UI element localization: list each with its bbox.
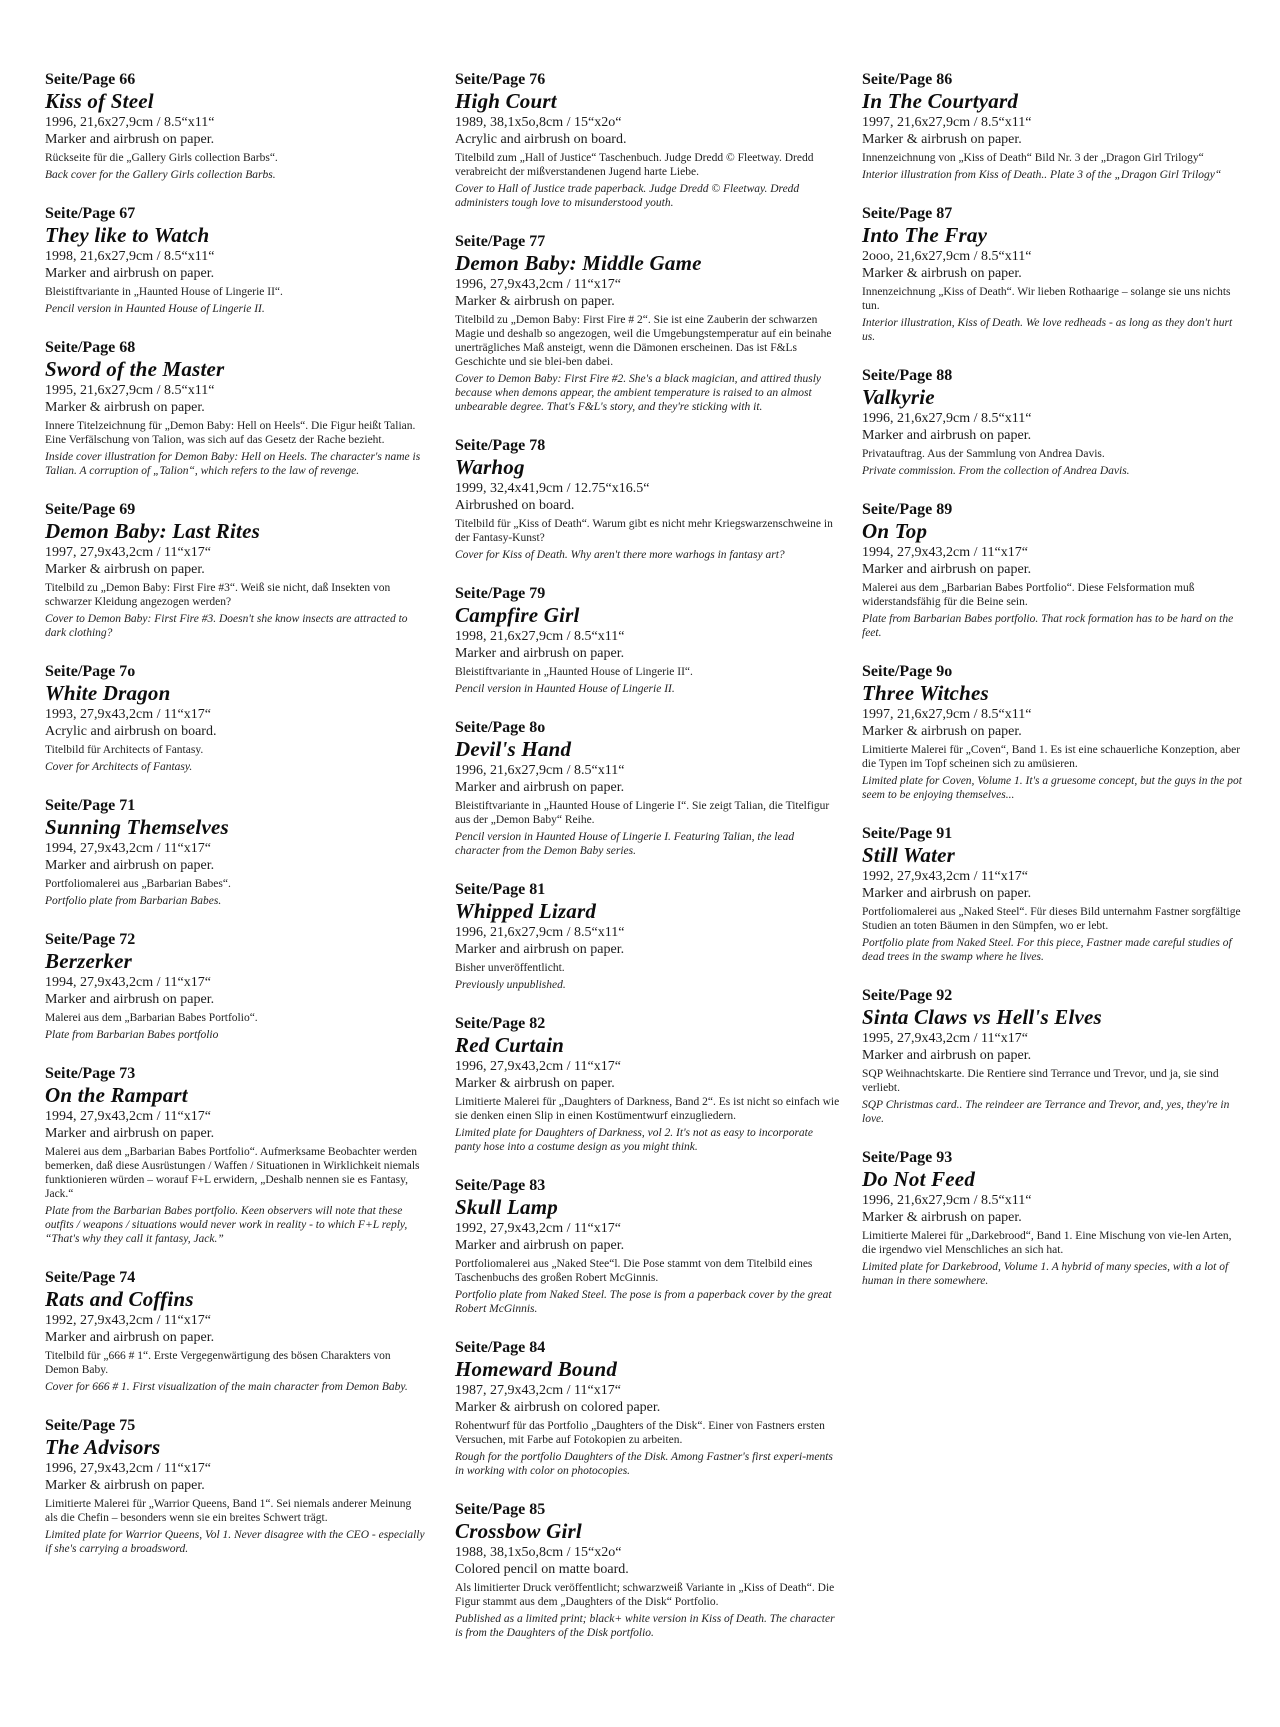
artwork-title: Berzerker bbox=[45, 949, 132, 973]
column-middle bbox=[455, 70, 840, 1662]
artwork-dimensions: 1994, 27,9x43,2cm / 11“x17“ bbox=[862, 545, 1028, 560]
description-german: Privatauftrag. Aus der Sammlung von Andrea Davis. bbox=[862, 448, 1105, 460]
artwork-medium: Marker & airbrush on paper. bbox=[45, 562, 205, 577]
artwork-dimensions: 1998, 21,6x27,9cm / 8.5“x11“ bbox=[455, 629, 625, 644]
artwork-title: The Advisors bbox=[45, 1435, 161, 1459]
artwork-medium: Marker and airbrush on paper. bbox=[862, 428, 1032, 443]
artwork-medium: Marker & airbrush on paper. bbox=[862, 266, 1022, 281]
page-number: Seite/Page 72 bbox=[45, 931, 136, 948]
artwork-title: On Top bbox=[862, 519, 928, 543]
artwork-medium: Marker and airbrush on paper. bbox=[455, 1238, 625, 1253]
description-english: Published as a limited print; black+ white version in Kiss of Death. The character is from the Daughters of the Disk portfolio. bbox=[455, 1613, 835, 1639]
catalog-entry bbox=[45, 338, 425, 478]
artwork-medium: Marker and airbrush on paper. bbox=[45, 1126, 215, 1141]
description-english: Limited plate for Darkebrood, Volume 1. A hybrid of many species, with a lot of human in there somewhere. bbox=[862, 1261, 1229, 1287]
description-german: Portfoliomalerei aus „Naked Stee“l. Die Pose stammt von dem Titelbild eines Taschenbuchs des großen Robert McGinnis. bbox=[455, 1258, 813, 1284]
description-english: Portfolio plate from Naked Steel. For this piece, Fastner made careful studies of dead trees in the swamp where he lives. bbox=[862, 937, 1232, 963]
catalog-entry bbox=[45, 930, 425, 1042]
description-german: Innere Titelzeichnung für „Demon Baby: Hell on Heels“. Die Figur heißt Talian. Eine Verfälschung von Talion, was sich auf das Gesetz der Rache bezieht. bbox=[45, 420, 416, 446]
artwork-medium: Marker & airbrush on paper. bbox=[455, 1076, 615, 1091]
artwork-medium: Colored pencil on matte board. bbox=[455, 1562, 629, 1577]
description-german: Limitierte Malerei für „Daughters of Darkness, Band 2“. Es ist nicht so einfach wie sie denken einen Slip in einen Kostümentwurf einzugliedern. bbox=[455, 1096, 840, 1122]
description-german: Bleistiftvariante in „Haunted House of Lingerie I“. Sie zeigt Talian, die Titelfigur aus der „Demon Baby“ Reihe. bbox=[455, 800, 830, 826]
artwork-title: Sword of the Master bbox=[45, 357, 225, 381]
catalog-entry bbox=[45, 662, 425, 774]
page-number: Seite/Page 76 bbox=[455, 71, 546, 88]
catalog-entry bbox=[455, 1500, 840, 1640]
description-german: Titelbild zu „Demon Baby: First Fire #3“. Weiß sie nicht, daß Insekten von schwarzer Kleidung angezogen werden? bbox=[45, 582, 391, 608]
description-english: Plate from Barbarian Babes portfolio bbox=[45, 1029, 219, 1041]
page-number: Seite/Page 88 bbox=[862, 367, 953, 384]
catalog-entry bbox=[862, 986, 1247, 1126]
artwork-dimensions: 1996, 21,6x27,9cm / 8.5“x11“ bbox=[455, 925, 625, 940]
artwork-medium: Airbrushed on board. bbox=[455, 498, 575, 513]
column-right bbox=[862, 70, 1247, 1310]
catalog-entry bbox=[862, 1148, 1247, 1288]
artwork-medium: Marker & airbrush on paper. bbox=[45, 1478, 205, 1493]
catalog-entry bbox=[45, 1064, 425, 1246]
artwork-medium: Marker and airbrush on paper. bbox=[45, 266, 215, 281]
artwork-medium: Marker and airbrush on paper. bbox=[455, 646, 625, 661]
description-english: Private commission. From the collection of Andrea Davis. bbox=[862, 465, 1130, 477]
artwork-dimensions: 1987, 27,9x43,2cm / 11“x17“ bbox=[455, 1383, 621, 1398]
description-english: Cover for Kiss of Death. Why aren't there more warhogs in fantasy art? bbox=[455, 549, 785, 561]
description-english: Cover to Demon Baby: First Fire #3. Doesn't she know insects are attracted to dark clothing? bbox=[45, 613, 408, 639]
catalog-entry bbox=[455, 232, 840, 414]
artwork-dimensions: 2ooo, 21,6x27,9cm / 8.5“x11“ bbox=[862, 249, 1032, 264]
artwork-dimensions: 1999, 32,4x41,9cm / 12.75“x16.5“ bbox=[455, 481, 650, 496]
description-english: Cover to Demon Baby: First Fire #2. She's a black magician, and attired thusly because when demons appear, the ambient temperature is raised to an almost unbearable degree. That's F&L's story, and they're sticking with it. bbox=[455, 373, 822, 413]
artwork-dimensions: 1992, 27,9x43,2cm / 11“x17“ bbox=[45, 1313, 211, 1328]
artwork-medium: Marker and airbrush on paper. bbox=[862, 886, 1032, 901]
page-number: Seite/Page 91 bbox=[862, 825, 953, 842]
artwork-medium: Marker and airbrush on paper. bbox=[862, 562, 1032, 577]
artwork-medium: Marker and airbrush on paper. bbox=[45, 858, 215, 873]
catalog-entry bbox=[455, 70, 840, 210]
artwork-medium: Marker and airbrush on paper. bbox=[455, 942, 625, 957]
catalog-entry bbox=[455, 880, 840, 992]
page-number: Seite/Page 9o bbox=[862, 663, 953, 680]
catalog-entry bbox=[45, 1268, 425, 1394]
artwork-dimensions: 1997, 21,6x27,9cm / 8.5“x11“ bbox=[862, 707, 1032, 722]
artwork-title: Demon Baby: Middle Game bbox=[455, 251, 702, 275]
catalog-entry bbox=[455, 1338, 840, 1478]
catalog-entry bbox=[862, 366, 1247, 478]
description-german: Bisher unveröffentlicht. bbox=[455, 962, 565, 974]
artwork-medium: Marker and airbrush on paper. bbox=[862, 1048, 1032, 1063]
artwork-title: Skull Lamp bbox=[455, 1195, 558, 1219]
artwork-dimensions: 1995, 27,9x43,2cm / 11“x17“ bbox=[862, 1031, 1028, 1046]
artwork-medium: Marker and airbrush on paper. bbox=[45, 992, 215, 1007]
page-number: Seite/Page 74 bbox=[45, 1269, 136, 1286]
description-english: Back cover for the Gallery Girls collection Barbs. bbox=[45, 169, 276, 181]
artwork-dimensions: 1989, 38,1x5o,8cm / 15“x2o“ bbox=[455, 115, 622, 130]
artwork-dimensions: 1988, 38,1x5o,8cm / 15“x2o“ bbox=[455, 1545, 622, 1560]
description-english: Limited plate for Warrior Queens, Vol 1. Never disagree with the CEO - especially if she's carrying a broadsword. bbox=[45, 1529, 425, 1555]
catalog-entry bbox=[455, 1176, 840, 1316]
page-number: Seite/Page 69 bbox=[45, 501, 136, 518]
page-number: Seite/Page 85 bbox=[455, 1501, 546, 1518]
artwork-title: Sunning Themselves bbox=[45, 815, 229, 839]
description-german: Titelbild zum „Hall of Justice“ Taschenbuch. Judge Dredd © Fleetway. Dredd verabreicht der mißverstandenen Jugend harte Liebe. bbox=[455, 152, 814, 178]
page-number: Seite/Page 83 bbox=[455, 1177, 546, 1194]
description-english: Pencil version in Haunted House of Lingerie II. bbox=[45, 303, 265, 315]
artwork-dimensions: 1994, 27,9x43,2cm / 11“x17“ bbox=[45, 1109, 211, 1124]
artwork-dimensions: 1996, 21,6x27,9cm / 8.5“x11“ bbox=[862, 1193, 1032, 1208]
artwork-dimensions: 1996, 21,6x27,9cm / 8.5“x11“ bbox=[455, 763, 625, 778]
page-number: Seite/Page 87 bbox=[862, 205, 953, 222]
description-english: Inside cover illustration for Demon Baby: Hell on Heels. The character's name is Talian. A corruption of „Talion“, which refers to the law of revenge. bbox=[45, 451, 421, 477]
catalog-entry bbox=[862, 500, 1247, 640]
page-number: Seite/Page 68 bbox=[45, 339, 136, 356]
catalog-entry bbox=[45, 1416, 425, 1556]
page-number: Seite/Page 82 bbox=[455, 1015, 546, 1032]
artwork-title: Crossbow Girl bbox=[455, 1519, 582, 1543]
description-english: Plate from Barbarian Babes portfolio. That rock formation has to be hard on the feet. bbox=[862, 613, 1234, 639]
catalog-entry bbox=[45, 70, 425, 182]
catalog-entry bbox=[862, 824, 1247, 964]
artwork-dimensions: 1994, 27,9x43,2cm / 11“x17“ bbox=[45, 841, 211, 856]
page-number: Seite/Page 79 bbox=[455, 585, 546, 602]
page-number: Seite/Page 93 bbox=[862, 1149, 953, 1166]
artwork-title: White Dragon bbox=[45, 681, 171, 705]
description-english: Cover for 666 # 1. First visualization of the main character from Demon Baby. bbox=[45, 1381, 408, 1393]
description-english: Interior illustration, Kiss of Death. We love redheads - as long as they don't hurt us. bbox=[862, 317, 1233, 343]
artwork-dimensions: 1992, 27,9x43,2cm / 11“x17“ bbox=[862, 869, 1028, 884]
description-german: Bleistiftvariante in „Haunted House of Lingerie II“. bbox=[45, 286, 283, 298]
artwork-dimensions: 1993, 27,9x43,2cm / 11“x17“ bbox=[45, 707, 211, 722]
artwork-dimensions: 1996, 27,9x43,2cm / 11“x17“ bbox=[455, 1059, 621, 1074]
artwork-dimensions: 1995, 21,6x27,9cm / 8.5“x11“ bbox=[45, 383, 215, 398]
description-english: Pencil version in Haunted House of Lingerie II. bbox=[455, 683, 675, 695]
artwork-medium: Marker & airbrush on paper. bbox=[455, 294, 615, 309]
artwork-medium: Acrylic and airbrush on board. bbox=[455, 132, 627, 147]
artwork-dimensions: 1997, 27,9x43,2cm / 11“x17“ bbox=[45, 545, 211, 560]
artwork-title: Rats and Coffins bbox=[45, 1287, 194, 1311]
description-german: Limitierte Malerei für „Coven“, Band 1. Es ist eine schauerliche Konzeption, aber die Typen im Topf scheinen sich zu amüsieren. bbox=[862, 744, 1241, 770]
description-english: Interior illustration from Kiss of Death.. Plate 3 of the „Dragon Girl Trilogy“ bbox=[862, 169, 1222, 181]
description-german: Als limitierter Druck veröffentlicht; schwarzweiß Variante in „Kiss of Death“. Die Figur stammt aus dem „Daughters of the Disk“ Portfolio. bbox=[455, 1582, 835, 1608]
artwork-medium: Marker & airbrush on paper. bbox=[862, 1210, 1022, 1225]
description-german: SQP Weihnachtskarte. Die Rentiere sind Terrance und Trevor, und ja, sie sind verliebt. bbox=[862, 1068, 1219, 1094]
description-english: Rough for the portfolio Daughters of the Disk. Among Fastner's first experi-ments in working with color on photocopies. bbox=[455, 1451, 833, 1477]
artwork-medium: Marker and airbrush on paper. bbox=[45, 132, 215, 147]
artwork-medium: Marker & airbrush on paper. bbox=[862, 724, 1022, 739]
artwork-title: Devil's Hand bbox=[455, 737, 572, 761]
column-left bbox=[45, 70, 425, 1578]
artwork-title: Demon Baby: Last Rites bbox=[45, 519, 260, 543]
description-english: Plate from the Barbarian Babes portfolio. Keen observers will note that these outfits / weapons / situations would never work in reality - to which F+L reply, “That's why they call it fantasy, Jack.” bbox=[45, 1205, 408, 1245]
description-german: Limitierte Malerei für „Darkebrood“, Band 1. Eine Mischung von vie-len Arten, die irgendwo viel Menschliches an sich hat. bbox=[862, 1230, 1232, 1256]
description-english: Pencil version in Haunted House of Lingerie I. Featuring Talian, the lead character from the Demon Baby series. bbox=[455, 831, 795, 857]
description-english: Limited plate for Coven, Volume 1. It's a gruesome concept, but the guys in the pot seem to be enjoying themselves... bbox=[862, 775, 1242, 801]
description-english: Cover for Architects of Fantasy. bbox=[45, 761, 193, 773]
page-number: Seite/Page 8o bbox=[455, 719, 546, 736]
catalog-entry bbox=[862, 662, 1247, 802]
description-german: Bleistiftvariante in „Haunted House of Lingerie II“. bbox=[455, 666, 693, 678]
artwork-medium: Marker & airbrush on paper. bbox=[862, 132, 1022, 147]
description-english: SQP Christmas card.. The reindeer are Terrance and Trevor, and, yes, they're in love. bbox=[862, 1099, 1230, 1125]
description-english: Previously unpublished. bbox=[455, 979, 566, 991]
page-number: Seite/Page 66 bbox=[45, 71, 136, 88]
page-number: Seite/Page 86 bbox=[862, 71, 953, 88]
page-number: Seite/Page 84 bbox=[455, 1339, 546, 1356]
description-german: Limitierte Malerei für „Warrior Queens, Band 1“. Sei niemals anderer Meinung als die Chefin – besonders wenn sie ein breites Schwert trägt. bbox=[45, 1498, 412, 1524]
description-german: Rückseite für die „Gallery Girls collection Barbs“. bbox=[45, 152, 278, 164]
description-german: Portfoliomalerei aus „Barbarian Babes“. bbox=[45, 878, 231, 890]
artwork-medium: Marker and airbrush on paper. bbox=[45, 1330, 215, 1345]
description-german: Titelbild für Architects of Fantasy. bbox=[45, 744, 204, 756]
artwork-title: Kiss of Steel bbox=[45, 89, 154, 113]
artwork-title: Warhog bbox=[455, 455, 525, 479]
artwork-dimensions: 1994, 27,9x43,2cm / 11“x17“ bbox=[45, 975, 211, 990]
artwork-title: In The Courtyard bbox=[862, 89, 1019, 113]
description-english: Portfolio plate from Barbarian Babes. bbox=[45, 895, 222, 907]
page-number: Seite/Page 81 bbox=[455, 881, 546, 898]
artwork-title: High Court bbox=[455, 89, 557, 113]
page-number: Seite/Page 77 bbox=[455, 233, 546, 250]
catalog-entry bbox=[45, 796, 425, 908]
artwork-title: Whipped Lizard bbox=[455, 899, 597, 923]
catalog-entry bbox=[455, 1014, 840, 1154]
artwork-dimensions: 1992, 27,9x43,2cm / 11“x17“ bbox=[455, 1221, 621, 1236]
artwork-dimensions: 1998, 21,6x27,9cm / 8.5“x11“ bbox=[45, 249, 215, 264]
description-german: Innenzeichnung von „Kiss of Death“ Bild Nr. 3 der „Dragon Girl Trilogy“ bbox=[862, 152, 1204, 164]
page-number: Seite/Page 71 bbox=[45, 797, 136, 814]
artwork-medium: Marker & airbrush on colored paper. bbox=[455, 1400, 661, 1415]
description-english: Portfolio plate from Naked Steel. The pose is from a paperback cover by the great Robert McGinnis. bbox=[455, 1289, 832, 1315]
page-number: Seite/Page 78 bbox=[455, 437, 546, 454]
artwork-dimensions: 1996, 21,6x27,9cm / 8.5“x11“ bbox=[45, 115, 215, 130]
artwork-medium: Marker & airbrush on paper. bbox=[45, 400, 205, 415]
description-german: Titelbild für „Kiss of Death“. Warum gibt es nicht mehr Kriegswarzenschweine in der Fantasy-Kunst? bbox=[455, 518, 833, 544]
artwork-dimensions: 1997, 21,6x27,9cm / 8.5“x11“ bbox=[862, 115, 1032, 130]
artwork-medium: Acrylic and airbrush on board. bbox=[45, 724, 217, 739]
catalog-entry bbox=[45, 500, 425, 640]
artwork-title: Valkyrie bbox=[862, 385, 935, 409]
description-english: Cover to Hall of Justice trade paperback. Judge Dredd © Fleetway. Dredd administers tough love to misunderstood youth. bbox=[455, 183, 800, 209]
artwork-title: Into The Fray bbox=[862, 223, 988, 247]
artwork-dimensions: 1996, 21,6x27,9cm / 8.5“x11“ bbox=[862, 411, 1032, 426]
catalog-entry bbox=[45, 204, 425, 316]
artwork-title: Sinta Claws vs Hell's Elves bbox=[862, 1005, 1102, 1029]
catalog-entry bbox=[455, 584, 840, 696]
artwork-title: Still Water bbox=[862, 843, 956, 867]
description-german: Rohentwurf für das Portfolio „Daughters of the Disk“. Einer von Fastners ersten Versuchen, mit Farbe auf Fotokopien zu arbeiten. bbox=[455, 1420, 825, 1446]
catalog-entry bbox=[455, 718, 840, 858]
artwork-title: Three Witches bbox=[862, 681, 989, 705]
description-german: Portfoliomalerei aus „Naked Steel“. Für dieses Bild unternahm Fastner sorgfältige Studien an toten Bäumen in den Sümpfen, wo er lebt. bbox=[862, 906, 1241, 932]
artwork-dimensions: 1996, 27,9x43,2cm / 11“x17“ bbox=[455, 277, 621, 292]
description-german: Malerei aus dem „Barbarian Babes Portfolio“. Diese Felsformation muß widerstandsfähig für die Beine sein. bbox=[862, 582, 1195, 608]
page-number: Seite/Page 7o bbox=[45, 663, 136, 680]
page-number: Seite/Page 89 bbox=[862, 501, 953, 518]
artwork-title: They like to Watch bbox=[45, 223, 210, 247]
page-number: Seite/Page 73 bbox=[45, 1065, 136, 1082]
artwork-title: Red Curtain bbox=[455, 1033, 564, 1057]
artwork-dimensions: 1996, 27,9x43,2cm / 11“x17“ bbox=[45, 1461, 211, 1476]
artwork-title: On the Rampart bbox=[45, 1083, 188, 1107]
catalog-entry bbox=[862, 70, 1247, 182]
artwork-title: Campfire Girl bbox=[455, 603, 580, 627]
description-german: Titelbild für „666 # 1“. Erste Vergegenwärtigung des bösen Charakters von Demon Baby. bbox=[45, 1350, 391, 1376]
description-german: Innenzeichnung „Kiss of Death“. Wir lieben Rothaarige – solange sie uns nichts tun. bbox=[862, 286, 1231, 312]
artwork-title: Homeward Bound bbox=[455, 1357, 618, 1381]
description-german: Malerei aus dem „Barbarian Babes Portfolio“. bbox=[45, 1012, 258, 1024]
description-english: Limited plate for Daughters of Darkness, vol 2. It's not as easy to incorporate panty hose into a costume design as you might think. bbox=[455, 1127, 813, 1153]
description-german: Malerei aus dem „Barbarian Babes Portfolio“. Aufmerksame Beobachter werden bemerken, daß diese Ausrüstungen / Waffen / Situationen in Wirklichkeit niemals funktionieren würden – worauf F+L erwidern, „Deshalb nennen sie es Fantasy, Jack.“ bbox=[45, 1146, 420, 1200]
catalog-entry bbox=[862, 204, 1247, 344]
artwork-medium: Marker and airbrush on paper. bbox=[455, 780, 625, 795]
page-number: Seite/Page 67 bbox=[45, 205, 136, 222]
artwork-title: Do Not Feed bbox=[862, 1167, 976, 1191]
page-number: Seite/Page 75 bbox=[45, 1417, 136, 1434]
catalog-entry bbox=[455, 436, 840, 562]
page-number: Seite/Page 92 bbox=[862, 987, 953, 1004]
description-german: Titelbild zu „Demon Baby: First Fire # 2“. Sie ist eine Zauberin der schwarzen Magie und deshalb so angezogen, weil die Umgebungstemperatur auf ein beinahe unerträgliches Maß ansteigt, wenn die Dämonen erscheinen. Das ist F&Ls Geschichte und sie blei-ben dabei. bbox=[455, 314, 832, 368]
